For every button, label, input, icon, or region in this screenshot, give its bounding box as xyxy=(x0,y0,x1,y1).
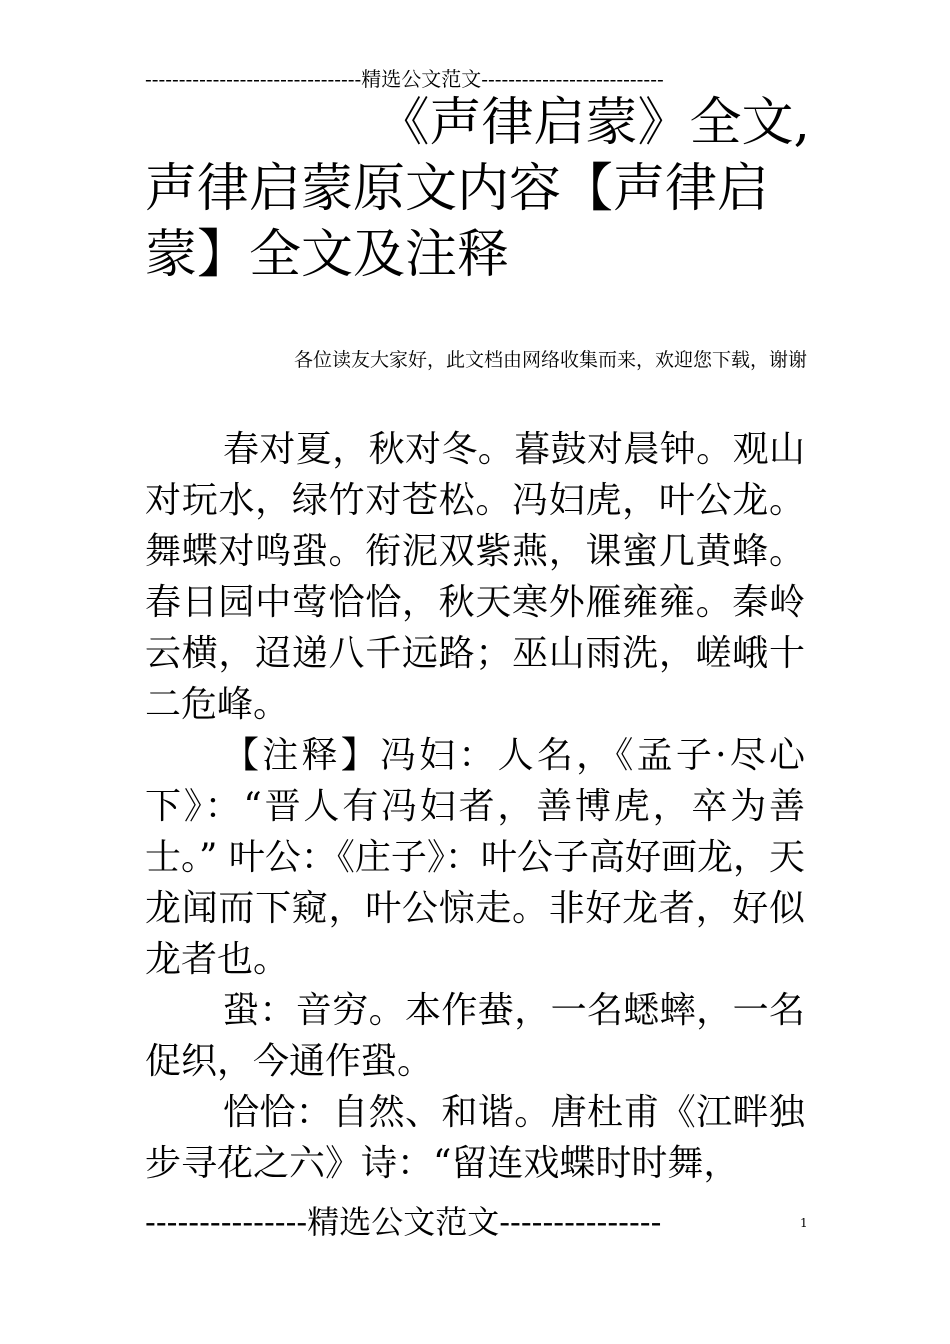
title-line-2: 声律启蒙原文内容【声律启 xyxy=(145,159,770,219)
document-title xyxy=(145,90,810,288)
paragraph: 春对夏，秋对冬。暮鼓对晨钟。观山对玩水，绿竹对苍松。冯妇虎，叶公龙。舞蝶对鸣蛩。衔泥双紫燕，课蜜几黄蜂。春日园中莺恰恰，秋天寒外雁雍雍。秦岭云横，迢递八千远路；巫山雨洗，嵯峨十二危峰。 xyxy=(145,429,805,725)
document-body xyxy=(145,424,805,1189)
paragraph: 恰恰：自然、和谐。唐杜甫《江畔独步寻花之六》诗：“留连戏蝶时时舞， xyxy=(145,1092,805,1184)
paragraph: 【注释】冯妇：人名，《孟子·尽心下》：“晋人有冯妇者，善博虎，卒为善士。” 叶公：《庄子》：叶公子高好画龙，天龙闻而下窥，叶公惊走。非好龙者，好似龙者也。 xyxy=(145,735,805,980)
page-number: 1 xyxy=(800,1216,808,1230)
paragraph: 蛩：音穷。本作蛬，一名蟋蟀，一名促织，今通作蛩。 xyxy=(145,990,805,1082)
title-line-3: 蒙】全文及注释 xyxy=(145,225,510,285)
page-header: --------------------------------精选公文范文--------------------------- xyxy=(145,67,664,91)
page-footer: ---------------精选公文范文--------------- xyxy=(145,1203,662,1241)
intro-note: 各位读友大家好，此文档由网络收集而来，欢迎您下载，谢谢 xyxy=(293,349,807,371)
title-line-1: 《声律启蒙》全文, xyxy=(377,93,810,153)
